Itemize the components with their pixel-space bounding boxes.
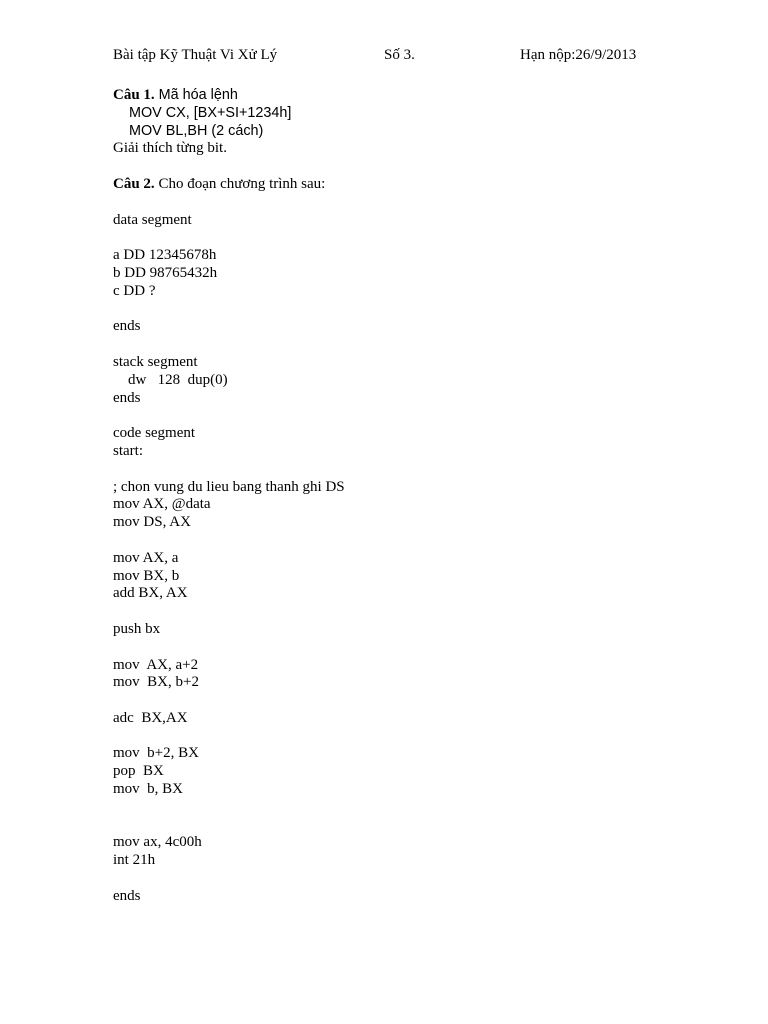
question-2-prompt: Cho đoạn chương trình sau:	[154, 175, 326, 192]
question-1-prompt: Mã hóa lệnh	[154, 87, 238, 103]
code-line: data segment	[113, 211, 192, 228]
question-1-label: Câu 1.	[113, 87, 155, 103]
blank-line	[113, 692, 673, 710]
code-line: mov ax, 4c00h	[113, 834, 202, 851]
code-line: a DD 12345678h	[113, 247, 217, 264]
code-line: b DD 98765432h	[113, 264, 218, 281]
code-line: int 21h	[113, 852, 156, 869]
blank-line	[113, 817, 673, 835]
code-line: mov DS, AX	[113, 514, 191, 531]
code-line: adc BX,AX	[113, 709, 188, 726]
code-line: mov b+2, BX	[113, 745, 199, 762]
blank-line	[113, 799, 673, 817]
code-line: dw 128 dup(0)	[113, 371, 228, 388]
code-line: ; chon vung du lieu bang thanh ghi DS	[113, 478, 345, 495]
blank-line	[113, 301, 673, 319]
blank-line	[113, 532, 673, 550]
blank-line	[113, 461, 673, 479]
code-line: mov AX, @data	[113, 496, 211, 513]
code-line: code segment	[113, 425, 196, 442]
code-line: pop BX	[113, 763, 164, 780]
code-line: ends	[113, 887, 141, 904]
header-assignment-number: Số 3.	[384, 47, 415, 63]
question-2-label: Câu 2.	[113, 175, 155, 192]
question-1-note: Giải thích từng bit.	[113, 140, 227, 157]
question-1-instruction: MOV CX, [BX+SI+1234h]	[129, 104, 292, 121]
code-line: mov b, BX	[113, 781, 184, 798]
question-2-heading	[113, 176, 673, 194]
blank-line	[113, 229, 673, 247]
blank-line	[113, 639, 673, 657]
code-line: ends	[113, 318, 141, 335]
code-line: ends	[113, 389, 141, 406]
header-course-title: Bài tập Kỹ Thuật Vi Xử Lý	[113, 47, 278, 63]
blank-line	[113, 870, 673, 888]
code-line: c DD ?	[113, 282, 156, 299]
code-listing	[113, 212, 673, 906]
header-deadline: Hạn nộp:26/9/2013	[520, 47, 637, 63]
blank-line	[113, 728, 673, 746]
blank-line	[113, 407, 673, 425]
blank-line	[113, 336, 673, 354]
code-line: mov BX, b	[113, 567, 180, 584]
document-body	[113, 87, 673, 906]
code-line: mov AX, a	[113, 549, 179, 566]
code-line: start:	[113, 442, 143, 459]
question-1-heading	[113, 87, 673, 105]
code-line: add BX, AX	[113, 585, 188, 602]
code-line: stack segment	[113, 353, 198, 370]
code-line: mov AX, a+2	[113, 656, 199, 673]
code-line: mov BX, b+2	[113, 674, 199, 691]
code-line: push bx	[113, 620, 161, 637]
blank-line	[113, 603, 673, 621]
question-1-instruction: MOV BL,BH (2 cách)	[129, 122, 264, 139]
